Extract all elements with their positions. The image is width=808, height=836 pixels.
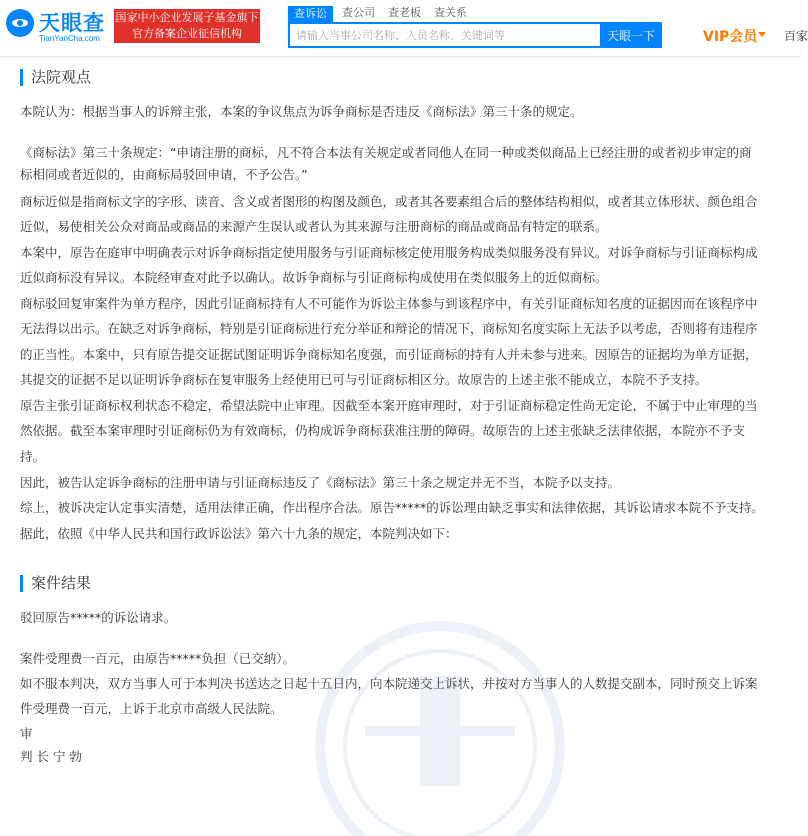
court-view-line: 《商标法》第三十条规定：“申请注册的商标，凡不符合本法有关规定或者同他人在同一种或类似商品上已经注册的或者初步审定的商 <box>20 145 752 160</box>
tab-lawsuit[interactable]: 查诉讼 <box>288 6 333 22</box>
court-view-line: 商标近似是指商标文字的字形、读音、含义或者图形的构图及颜色，或者其各要素组合后的整体结构相似，或者其立体形状、颜色组合 <box>20 194 758 209</box>
court-view-line: 无法得以出示。在缺乏对诉争商标，特别是引证商标进行充分举证和辩论的情况下，商标知名度实际上无法予以考虑，否则将有违程序 <box>20 321 758 336</box>
court-view-title: 法院观点 <box>31 68 92 86</box>
eye-logo-icon <box>6 9 34 37</box>
court-view-line: 据此，依照《中华人民共和国行政诉讼法》第六十九条的规定，本院判决如下： <box>20 526 458 541</box>
search-input[interactable] <box>288 22 600 48</box>
tab-relation[interactable]: 查关系 <box>434 6 467 19</box>
court-view-line: 近似商标没有异议。本院经审查对此予以确认。故诉争商标与引证商标构成使用在类似服务上的近似商标。 <box>20 270 608 285</box>
logo-domain: TianYanCha.com <box>39 34 100 43</box>
court-view-line: 商标驳回复审案件为单方程序，因此引证商标持有人不可能作为诉讼主体参与到该程序中，有关引证商标知名度的证据因而在该程序中 <box>20 296 758 311</box>
result-line: 如不服本判决，双方当事人可于本判决书送达之日起十五日内，向本院递交上诉状，并按对方当事人的人数提交副本，同时预交上诉案 <box>20 676 758 691</box>
court-view-line: 近似，易使相关公众对商品或商品的来源产生误认或者认为其来源与注册商标的商品或商品有特定的联系。 <box>20 219 608 234</box>
judgment-content <box>0 56 800 767</box>
case-result-title: 案件结果 <box>31 574 92 592</box>
court-view-line: 持。 <box>20 449 46 464</box>
result-line: 驳回原告*****的诉讼请求。 <box>20 610 177 625</box>
court-view-line: 本院认为：根据当事人的诉辩主张，本案的争议焦点为诉争商标是否违反《商标法》第三十条的规定。 <box>20 104 583 119</box>
search-button[interactable]: 天眼一下 <box>600 22 662 48</box>
court-view-line: 原告主张引证商标权利状态不稳定，希望法院中止审理。因截至本案开庭审理时，对于引证商标稳定性尚无定论，不属于中止审理的当 <box>20 398 758 413</box>
section-accent-bar <box>20 69 23 86</box>
result-line: 件受理费一百元，上诉于北京市高级人民法院。 <box>20 701 283 716</box>
section-accent-bar <box>20 575 23 592</box>
top-header <box>0 0 808 57</box>
result-line: 案件受理费一百元，由原告*****负担（已交纳）。 <box>20 651 296 666</box>
badge-line-2: 官方备案企业征信机构 <box>132 27 242 40</box>
chevron-down-icon <box>758 32 766 37</box>
logo-text: 天眼查 <box>39 11 105 35</box>
result-line: 判 长 宁 勃 <box>20 749 82 764</box>
court-view-line: 综上，被诉决定认定事实清楚，适用法律正确，作出程序合法。原告*****的诉讼理由缺乏事实和法律依据，其诉讼请求本院不予支持。 <box>20 500 764 515</box>
result-line: 审 <box>20 726 33 741</box>
court-view-line: 的正当性。本案中，只有原告提交证据试图证明诉争商标知名度强，而引证商标的持有人并未参与进来。因原告的证据均为单方证据， <box>20 347 758 362</box>
court-view-line: 因此，被告认定诉争商标的注册申请与引证商标违反了《商标法》第三十条之规定并无不当，本院予以支持。 <box>20 475 621 490</box>
court-view-line: 然依据。截至本案审理时引证商标仍为有效商标，仍构成诉争商标获准注册的障碍。故原告的上述主张缺乏法律依据，本院亦不予支 <box>20 423 746 438</box>
badge-line-1: 国家中小企业发展子基金旗下 <box>115 11 259 24</box>
tianyancha-logo[interactable] <box>6 7 110 47</box>
court-view-line: 本案中，原告在庭审中明确表示对诉争商标指定使用服务与引证商标核定使用服务构成类似服务没有异议。对诉争商标与引证商标构成 <box>20 245 758 260</box>
court-view-line: 标相同或者近似的，由商标局驳回申请，不予公告。” <box>20 167 308 182</box>
vip-member-link[interactable]: VIP会员 <box>703 29 758 45</box>
tab-company[interactable]: 查公司 <box>342 6 375 19</box>
more-link[interactable]: 百家 <box>784 29 808 43</box>
official-badge[interactable] <box>114 9 260 43</box>
tab-boss[interactable]: 查老板 <box>388 6 421 19</box>
court-view-line: 其提交的证据不足以证明诉争商标在复审服务上经使用已可与引证商标相区分。故原告的上述主张不能成立，本院不予支持。 <box>20 372 708 387</box>
